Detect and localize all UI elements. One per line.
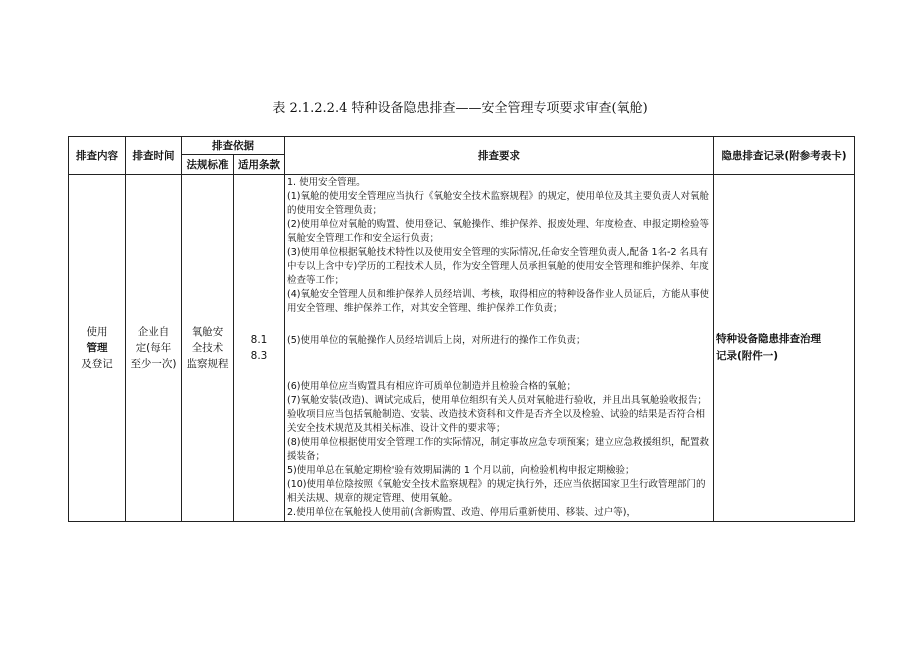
inspection-table xyxy=(68,136,855,522)
clause-line: 8.1 xyxy=(250,334,268,346)
header-content: 排查内容 xyxy=(69,137,126,175)
requirement-item: 1. 使用安全管理。 xyxy=(287,177,366,188)
content-line: 及登记 xyxy=(81,358,113,370)
record-line: 记录(附件一) xyxy=(716,350,779,362)
clause-cell xyxy=(234,175,285,522)
content-cell xyxy=(69,175,126,522)
time-line: 企业自 xyxy=(137,326,170,338)
header-requirement: 排查要求 xyxy=(285,137,714,175)
requirement-item: (5)使用单位的氧舱操作人员经培训后上岗，对所进行的操作工作负责； xyxy=(287,335,586,346)
time-line: 至少一次) xyxy=(130,358,177,370)
header-law: 法规标准 xyxy=(182,155,234,175)
header-basis: 排查依据 xyxy=(182,137,285,155)
requirement-item: (8)使用单位根据使用安全管理工作的实际情况，制定事故应急专项预案；建立应急救援组织，配置救援装备； xyxy=(287,437,709,462)
clause-line: 8.3 xyxy=(250,350,268,362)
requirement-item: (1)氧舱的使用安全管理应当执行《氧舱安全技术监察规程》的规定，使用单位及其主要负责人对氧舱的使用安全管理负责； xyxy=(287,191,709,216)
header-record: 隐患排查记录(附参考表卡) xyxy=(714,137,855,175)
law-line: 氧舱安 xyxy=(191,326,224,338)
law-line: 全技术 xyxy=(191,342,224,354)
requirement-item: (3)使用单位根据氧舱技术特性以及使用安全管理的实际情况,任命安全管理负责人,配备 1名-2 名具有中专以上含中专)学历的工程技术人员，作为安全管理人员承担氧舱的使用安全管理和维护保养、年度检查等工作； xyxy=(287,247,709,286)
table-title: 表 2.1.2.2.4 特种设备隐患排查——安全管理专项要求审查(氧舱) xyxy=(272,101,648,116)
table-row xyxy=(69,175,855,522)
requirement-item: (2)使用单位对氧舱的购置、使用登记、氧舱操作、维护保养、报废处理、年度检查、申报定期检验等氧舱安全管理工作和安全运行负责； xyxy=(287,219,709,244)
record-line: 特种设备隐患排查治理 xyxy=(716,333,821,345)
requirement-item: (7)氧舱安装(改造)、调试完成后，使用单位组织有关人员对氧舱进行验收，并且出具氧舱验收报告；验收项目应当包括氧舱制造、安装、改造技术资科和文件是否齐全以及检验、试验的结果是否符合相关安全技术规范及其相关标准、设计文件的要求等； xyxy=(287,395,707,434)
requirement-item: (4)氧舱安全管理人员和维护保养人员经培训、考核，取得相应的特种设备作业人员证后，方能从事使用安全管理、维护保养工作，对其安全管理、维护保养工作负责； xyxy=(287,289,709,314)
header-clause: 适用条款 xyxy=(234,155,285,175)
requirement-item: 2.使用单位在氧舱投人使用前(含新购置、改造、停用后重新使用、移装、过户等)， xyxy=(287,507,636,518)
requirement-cell xyxy=(285,175,714,522)
header-row-top xyxy=(69,137,855,155)
spacer xyxy=(287,348,711,380)
time-line: 定(每年 xyxy=(135,342,172,354)
time-cell xyxy=(126,175,182,522)
law-cell xyxy=(182,175,234,522)
requirement-item: 5)使用单总在氧舱定期检'验有效期届满的 1 个月以前，向检验机构申报定期檢验； xyxy=(287,465,635,476)
record-cell xyxy=(714,175,855,522)
content-line: 使用 xyxy=(86,326,108,338)
content-line: 管理 xyxy=(86,342,108,354)
spacer xyxy=(287,316,711,334)
law-line: 监察规程 xyxy=(186,358,229,370)
requirement-item: (10)使用单位陰按照《氧舱安全技术监察规程》的规定执行外，还应当依据国家卫生行政管理部门的相关法规、规章的规定管理、使用氧舱。 xyxy=(287,479,706,504)
header-time: 排查时间 xyxy=(126,137,182,175)
requirement-item: (6)使用单位应当购置具有相应许可质单位制造并且检验合格的氧舱； xyxy=(287,381,576,392)
